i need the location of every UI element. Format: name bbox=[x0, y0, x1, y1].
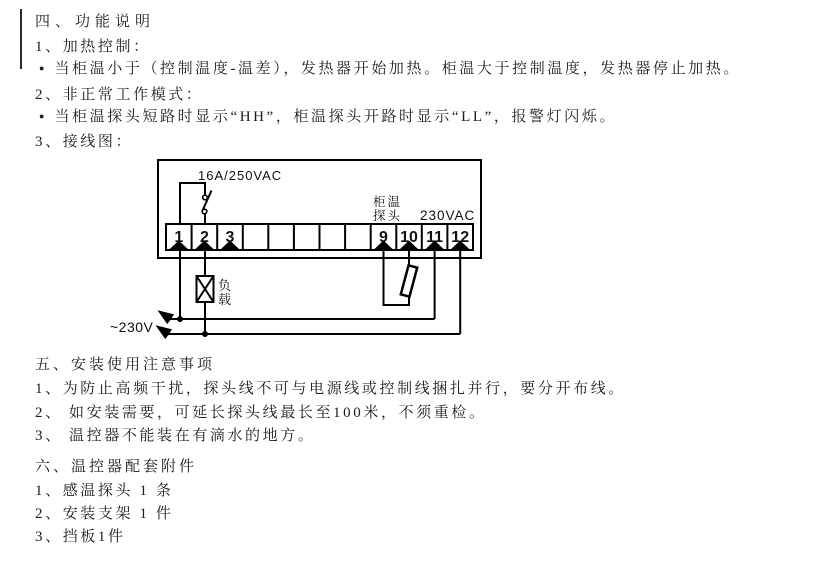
probe-label-line1: 柜温 bbox=[373, 195, 403, 209]
probe-label-line2: 探头 bbox=[373, 209, 403, 223]
junction-dot bbox=[177, 316, 183, 322]
load-label-line1: 负 bbox=[218, 278, 232, 293]
section5-heading: 五、安装使用注意事项 bbox=[35, 357, 216, 373]
section6-item3: 3、挡板1件 bbox=[35, 529, 126, 545]
bullet-icon: ● bbox=[39, 111, 45, 121]
terminal-2-number: 2 bbox=[199, 229, 209, 246]
terminal-1-number: 1 bbox=[174, 229, 184, 246]
section5-item3: 3、 温控器不能装在有滴水的地方。 bbox=[35, 428, 316, 444]
section4-bullet1: 当柜温小于（控制温度-温差），发热器开始加热。柜温大于控制温度，发热器停止加热。 bbox=[54, 61, 741, 77]
terminal-11-number: 11 bbox=[426, 229, 444, 246]
section4-bullet1-row bbox=[39, 61, 741, 78]
section5-item1: 1、为防止高频干扰，探头线不可与电源线或控制线捆扎并行，要分开布线。 bbox=[35, 381, 626, 397]
mains-voltage-label: ~230V bbox=[110, 319, 154, 335]
section4-item2: 2、非正常工作模式： bbox=[35, 87, 204, 103]
supply-230vac-label: 230VAC bbox=[420, 208, 476, 223]
section6-item2: 2、安装支架 1 件 bbox=[35, 506, 174, 522]
relay-rating-label: 16A/250VAC bbox=[198, 168, 283, 183]
mains-arrow-top bbox=[160, 312, 171, 320]
section5-item2: 2、 如安装需要，可延长探头线最长至100米，不须重检。 bbox=[35, 405, 487, 421]
mains-arrow-bottom bbox=[158, 327, 169, 335]
junction-dot bbox=[202, 331, 208, 337]
section4-heading: 四、功能说明 bbox=[35, 14, 156, 30]
section4-bullet2: 当柜温探头短路时显示“HH”，柜温探头开路时显示“LL”，报警灯闪烁。 bbox=[54, 109, 618, 125]
terminal-strip bbox=[166, 224, 473, 250]
bullet-icon: ● bbox=[39, 63, 45, 73]
terminal-3-number: 3 bbox=[225, 229, 235, 246]
section6-heading: 六、温控器配套附件 bbox=[35, 459, 198, 475]
load-label-line2: 载 bbox=[218, 292, 232, 307]
wiring-diagram bbox=[100, 150, 520, 362]
terminal-10-number: 10 bbox=[400, 229, 418, 246]
relay-switch-symbol bbox=[180, 183, 212, 224]
section6-item1: 1、感温探头 1 条 bbox=[35, 483, 174, 499]
terminal-12-number: 12 bbox=[451, 229, 470, 246]
terminal-9-number: 9 bbox=[379, 229, 388, 246]
load-symbol bbox=[197, 276, 214, 302]
probe-sensor-symbol bbox=[401, 265, 417, 296]
page-edge-line bbox=[20, 9, 22, 69]
section4-bullet2-row bbox=[39, 109, 617, 126]
section4-item1: 1、加热控制： bbox=[35, 39, 151, 55]
section4-item3: 3、接线图： bbox=[35, 134, 134, 150]
